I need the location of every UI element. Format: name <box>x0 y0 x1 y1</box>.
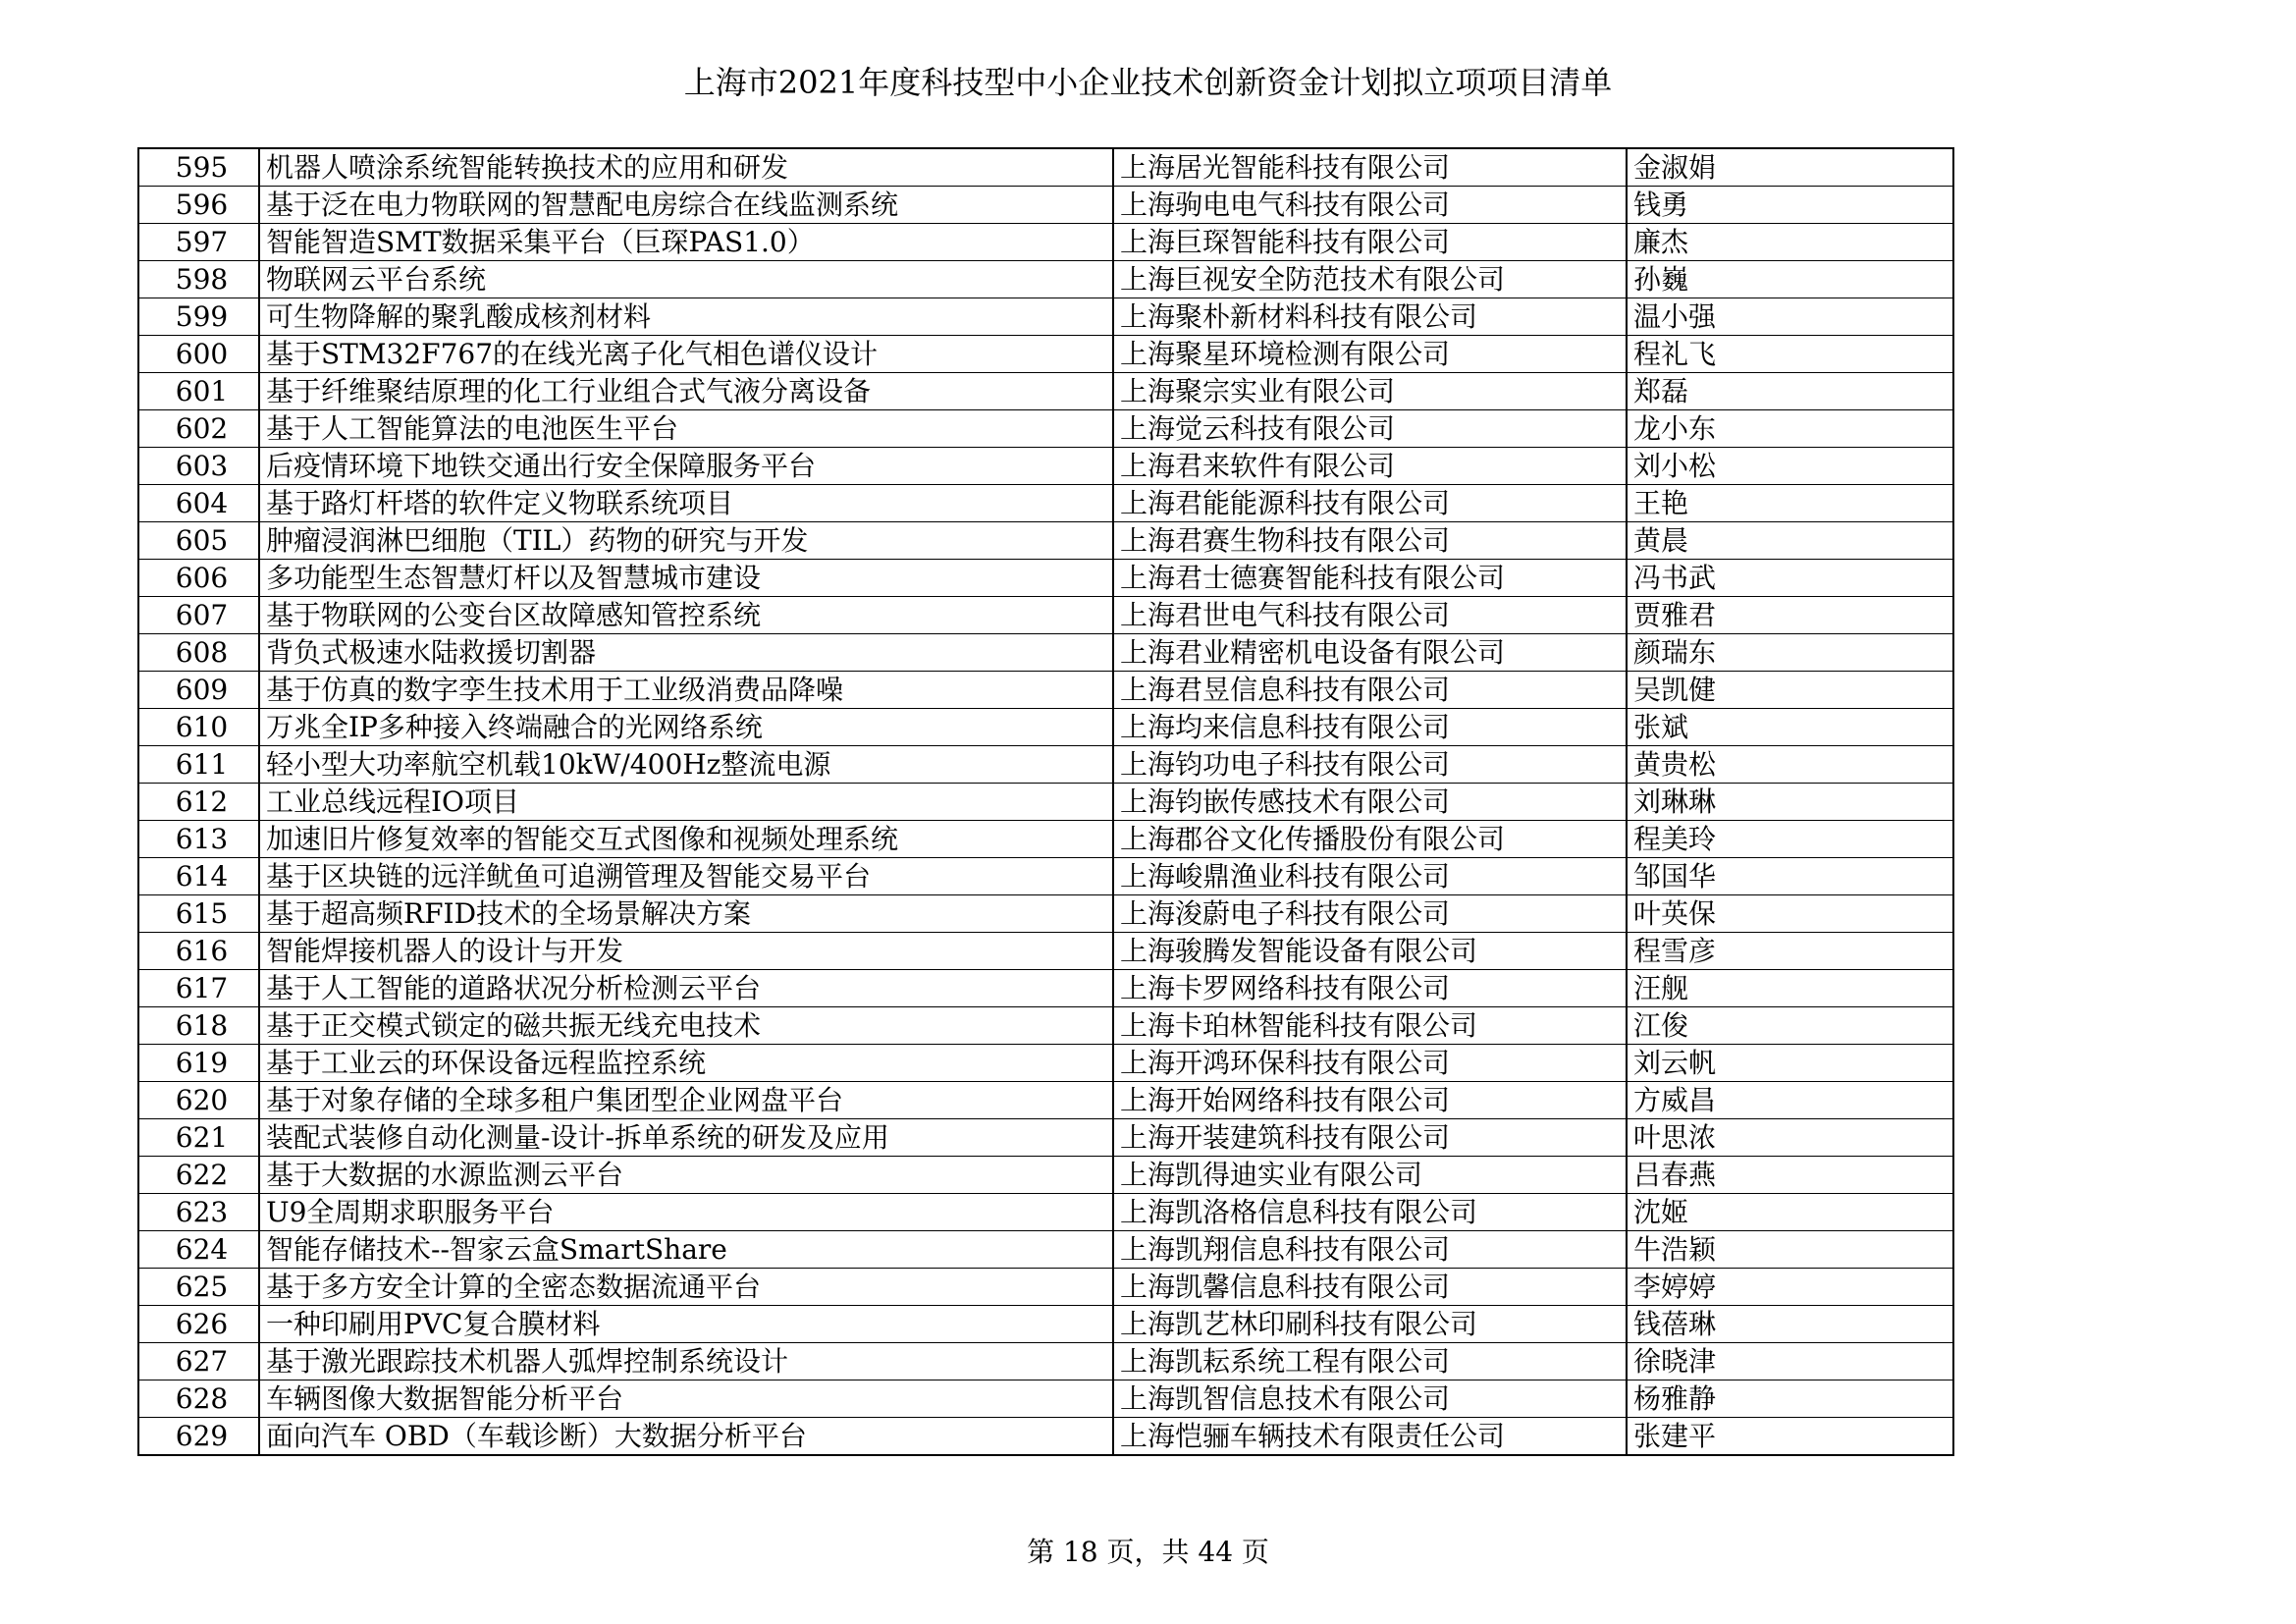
company-name-cell: 上海浚蔚电子科技有限公司 <box>1113 895 1627 933</box>
company-name-cell: 上海峻鼎渔业科技有限公司 <box>1113 858 1627 895</box>
table-row <box>138 634 1953 672</box>
row-number-cell: 629 <box>138 1418 259 1456</box>
row-number-cell: 599 <box>138 298 259 336</box>
project-name-cell: 智能焊接机器人的设计与开发 <box>259 933 1113 970</box>
table-row <box>138 933 1953 970</box>
project-leader-cell: 刘琳琳 <box>1627 784 1953 821</box>
row-number-cell: 609 <box>138 672 259 709</box>
company-name-cell: 上海巨视安全防范技术有限公司 <box>1113 261 1627 298</box>
table-row <box>138 1306 1953 1343</box>
row-number-cell: 602 <box>138 410 259 448</box>
row-number-cell: 611 <box>138 746 259 784</box>
table-row <box>138 336 1953 373</box>
project-leader-cell: 温小强 <box>1627 298 1953 336</box>
project-name-cell: 智能智造SMT数据采集平台（巨琛PAS1.0） <box>259 224 1113 261</box>
project-leader-cell: 吕春燕 <box>1627 1157 1953 1194</box>
table-row <box>138 858 1953 895</box>
company-name-cell: 上海均来信息科技有限公司 <box>1113 709 1627 746</box>
table-row <box>138 709 1953 746</box>
project-leader-cell: 程美玲 <box>1627 821 1953 858</box>
project-name-cell: 智能存储技术--智家云盒SmartShare <box>259 1231 1113 1269</box>
project-leader-cell: 黄晨 <box>1627 522 1953 560</box>
table-row <box>138 560 1953 597</box>
row-number-cell: 618 <box>138 1007 259 1045</box>
row-number-cell: 603 <box>138 448 259 485</box>
row-number-cell: 626 <box>138 1306 259 1343</box>
project-name-cell: 万兆全IP多种接入终端融合的光网络系统 <box>259 709 1113 746</box>
project-leader-cell: 贾雅君 <box>1627 597 1953 634</box>
project-leader-cell: 邹国华 <box>1627 858 1953 895</box>
table-body <box>138 148 1953 1455</box>
table-row <box>138 261 1953 298</box>
table-row <box>138 224 1953 261</box>
project-name-cell: 基于正交模式锁定的磁共振无线充电技术 <box>259 1007 1113 1045</box>
row-number-cell: 608 <box>138 634 259 672</box>
project-leader-cell: 叶思浓 <box>1627 1119 1953 1157</box>
table-row <box>138 1194 1953 1231</box>
company-name-cell: 上海聚宗实业有限公司 <box>1113 373 1627 410</box>
table-row <box>138 821 1953 858</box>
company-name-cell: 上海君来软件有限公司 <box>1113 448 1627 485</box>
row-number-cell: 607 <box>138 597 259 634</box>
company-name-cell: 上海凯翔信息科技有限公司 <box>1113 1231 1627 1269</box>
project-leader-cell: 黄贵松 <box>1627 746 1953 784</box>
table-row <box>138 1119 1953 1157</box>
project-name-cell: 轻小型大功率航空机载10kW/400Hz整流电源 <box>259 746 1113 784</box>
project-leader-cell: 龙小东 <box>1627 410 1953 448</box>
company-name-cell: 上海君世电气科技有限公司 <box>1113 597 1627 634</box>
project-leader-cell: 钱蓓琳 <box>1627 1306 1953 1343</box>
project-leader-cell: 牛浩颖 <box>1627 1231 1953 1269</box>
project-leader-cell: 孙巍 <box>1627 261 1953 298</box>
project-name-cell: 基于人工智能算法的电池医生平台 <box>259 410 1113 448</box>
company-name-cell: 上海开始网络科技有限公司 <box>1113 1082 1627 1119</box>
page-title: 上海市2021年度科技型中小企业技术创新资金计划拟立项项目清单 <box>683 64 1613 101</box>
row-number-cell: 605 <box>138 522 259 560</box>
project-name-cell: 基于大数据的水源监测云平台 <box>259 1157 1113 1194</box>
company-name-cell: 上海卡罗网络科技有限公司 <box>1113 970 1627 1007</box>
company-name-cell: 上海骏腾发智能设备有限公司 <box>1113 933 1627 970</box>
company-name-cell: 上海卡珀林智能科技有限公司 <box>1113 1007 1627 1045</box>
table-row <box>138 970 1953 1007</box>
row-number-cell: 621 <box>138 1119 259 1157</box>
company-name-cell: 上海居光智能科技有限公司 <box>1113 148 1627 187</box>
row-number-cell: 604 <box>138 485 259 522</box>
table-row <box>138 895 1953 933</box>
row-number-cell: 613 <box>138 821 259 858</box>
company-name-cell: 上海君赛生物科技有限公司 <box>1113 522 1627 560</box>
row-number-cell: 620 <box>138 1082 259 1119</box>
company-name-cell: 上海钧功电子科技有限公司 <box>1113 746 1627 784</box>
project-name-cell: 车辆图像大数据智能分析平台 <box>259 1380 1113 1418</box>
row-number-cell: 598 <box>138 261 259 298</box>
row-number-cell: 606 <box>138 560 259 597</box>
project-name-cell: 物联网云平台系统 <box>259 261 1113 298</box>
table-row <box>138 1380 1953 1418</box>
company-name-cell: 上海君士德赛智能科技有限公司 <box>1113 560 1627 597</box>
table-row <box>138 1343 1953 1380</box>
company-name-cell: 上海君业精密机电设备有限公司 <box>1113 634 1627 672</box>
project-name-cell: 背负式极速水陆救援切割器 <box>259 634 1113 672</box>
table-row <box>138 373 1953 410</box>
project-leader-cell: 刘小松 <box>1627 448 1953 485</box>
table-row <box>138 672 1953 709</box>
row-number-cell: 619 <box>138 1045 259 1082</box>
project-leader-cell: 金淑娟 <box>1627 148 1953 187</box>
project-name-cell: 基于泛在电力物联网的智慧配电房综合在线监测系统 <box>259 187 1113 224</box>
project-name-cell: 面向汽车 OBD（车载诊断）大数据分析平台 <box>259 1418 1113 1456</box>
project-name-cell: 基于仿真的数字孪生技术用于工业级消费品降噪 <box>259 672 1113 709</box>
table-row <box>138 148 1953 187</box>
row-number-cell: 600 <box>138 336 259 373</box>
project-leader-cell: 江俊 <box>1627 1007 1953 1045</box>
company-name-cell: 上海凯馨信息科技有限公司 <box>1113 1269 1627 1306</box>
table-row <box>138 187 1953 224</box>
table-row <box>138 746 1953 784</box>
project-name-cell: 基于区块链的远洋鱿鱼可追溯管理及智能交易平台 <box>259 858 1113 895</box>
row-number-cell: 614 <box>138 858 259 895</box>
project-name-cell: 工业总线远程IO项目 <box>259 784 1113 821</box>
table-row <box>138 522 1953 560</box>
table-row <box>138 448 1953 485</box>
project-name-cell: 基于激光跟踪技术机器人弧焊控制系统设计 <box>259 1343 1113 1380</box>
project-name-cell: 基于对象存储的全球多租户集团型企业网盘平台 <box>259 1082 1113 1119</box>
table-row <box>138 410 1953 448</box>
row-number-cell: 627 <box>138 1343 259 1380</box>
company-name-cell: 上海开装建筑科技有限公司 <box>1113 1119 1627 1157</box>
row-number-cell: 615 <box>138 895 259 933</box>
row-number-cell: 622 <box>138 1157 259 1194</box>
project-leader-cell: 程雪彦 <box>1627 933 1953 970</box>
company-name-cell: 上海觉云科技有限公司 <box>1113 410 1627 448</box>
project-leader-cell: 沈姬 <box>1627 1194 1953 1231</box>
company-name-cell: 上海驹电电气科技有限公司 <box>1113 187 1627 224</box>
project-name-cell: 基于纤维聚结原理的化工行业组合式气液分离设备 <box>259 373 1113 410</box>
project-leader-cell: 颜瑞东 <box>1627 634 1953 672</box>
company-name-cell: 上海聚星环境检测有限公司 <box>1113 336 1627 373</box>
table-row <box>138 1045 1953 1082</box>
table-row <box>138 1418 1953 1456</box>
company-name-cell: 上海凯得迪实业有限公司 <box>1113 1157 1627 1194</box>
row-number-cell: 623 <box>138 1194 259 1231</box>
table-row <box>138 1269 1953 1306</box>
project-name-cell: 基于超高频RFID技术的全场景解决方案 <box>259 895 1113 933</box>
company-name-cell: 上海凯耘系统工程有限公司 <box>1113 1343 1627 1380</box>
project-name-cell: 基于STM32F767的在线光离子化气相色谱仪设计 <box>259 336 1113 373</box>
project-leader-cell: 张斌 <box>1627 709 1953 746</box>
project-leader-cell: 刘云帆 <box>1627 1045 1953 1082</box>
row-number-cell: 610 <box>138 709 259 746</box>
project-leader-cell: 叶英保 <box>1627 895 1953 933</box>
project-leader-cell: 方威昌 <box>1627 1082 1953 1119</box>
row-number-cell: 628 <box>138 1380 259 1418</box>
project-table <box>137 147 1954 1456</box>
project-name-cell: 机器人喷涂系统智能转换技术的应用和研发 <box>259 148 1113 187</box>
project-name-cell: 一种印刷用PVC复合膜材料 <box>259 1306 1113 1343</box>
table-row <box>138 1007 1953 1045</box>
project-name-cell: 多功能型生态智慧灯杆以及智慧城市建设 <box>259 560 1113 597</box>
company-name-cell: 上海凯艺林印刷科技有限公司 <box>1113 1306 1627 1343</box>
company-name-cell: 上海聚朴新材料科技有限公司 <box>1113 298 1627 336</box>
row-number-cell: 617 <box>138 970 259 1007</box>
company-name-cell: 上海君昱信息科技有限公司 <box>1113 672 1627 709</box>
project-leader-cell: 钱勇 <box>1627 187 1953 224</box>
table-row <box>138 298 1953 336</box>
project-leader-cell: 王艳 <box>1627 485 1953 522</box>
project-name-cell: 后疫情环境下地铁交通出行安全保障服务平台 <box>259 448 1113 485</box>
row-number-cell: 624 <box>138 1231 259 1269</box>
company-name-cell: 上海君能能源科技有限公司 <box>1113 485 1627 522</box>
project-name-cell: 装配式装修自动化测量-设计-拆单系统的研发及应用 <box>259 1119 1113 1157</box>
project-name-cell: 基于物联网的公变台区故障感知管控系统 <box>259 597 1113 634</box>
project-leader-cell: 杨雅静 <box>1627 1380 1953 1418</box>
table-row <box>138 784 1953 821</box>
project-leader-cell: 徐晓津 <box>1627 1343 1953 1380</box>
company-name-cell: 上海郡谷文化传播股份有限公司 <box>1113 821 1627 858</box>
project-name-cell: 基于多方安全计算的全密态数据流通平台 <box>259 1269 1113 1306</box>
project-name-cell: 基于路灯杆塔的软件定义物联系统项目 <box>259 485 1113 522</box>
project-leader-cell: 郑磊 <box>1627 373 1953 410</box>
company-name-cell: 上海恺骊车辆技术有限责任公司 <box>1113 1418 1627 1456</box>
table-row <box>138 1082 1953 1119</box>
project-name-cell: 可生物降解的聚乳酸成核剂材料 <box>259 298 1113 336</box>
page-footer: 第 18 页，共 44 页 <box>1027 1536 1269 1568</box>
row-number-cell: 616 <box>138 933 259 970</box>
project-leader-cell: 汪舰 <box>1627 970 1953 1007</box>
project-name-cell: U9全周期求职服务平台 <box>259 1194 1113 1231</box>
company-name-cell: 上海钧嵌传感技术有限公司 <box>1113 784 1627 821</box>
project-leader-cell: 廉杰 <box>1627 224 1953 261</box>
row-number-cell: 625 <box>138 1269 259 1306</box>
project-leader-cell: 张建平 <box>1627 1418 1953 1456</box>
row-number-cell: 612 <box>138 784 259 821</box>
company-name-cell: 上海凯洛格信息科技有限公司 <box>1113 1194 1627 1231</box>
table-row <box>138 1231 1953 1269</box>
table-row <box>138 597 1953 634</box>
row-number-cell: 597 <box>138 224 259 261</box>
project-name-cell: 基于人工智能的道路状况分析检测云平台 <box>259 970 1113 1007</box>
company-name-cell: 上海巨琛智能科技有限公司 <box>1113 224 1627 261</box>
project-name-cell: 基于工业云的环保设备远程监控系统 <box>259 1045 1113 1082</box>
row-number-cell: 595 <box>138 148 259 187</box>
company-name-cell: 上海开鸿环保科技有限公司 <box>1113 1045 1627 1082</box>
company-name-cell: 上海凯智信息技术有限公司 <box>1113 1380 1627 1418</box>
project-name-cell: 肿瘤浸润淋巴细胞（TIL）药物的研究与开发 <box>259 522 1113 560</box>
table-row <box>138 1157 1953 1194</box>
row-number-cell: 601 <box>138 373 259 410</box>
project-leader-cell: 程礼飞 <box>1627 336 1953 373</box>
project-leader-cell: 冯书武 <box>1627 560 1953 597</box>
project-leader-cell: 李婷婷 <box>1627 1269 1953 1306</box>
project-leader-cell: 吴凯健 <box>1627 672 1953 709</box>
table-row <box>138 485 1953 522</box>
project-name-cell: 加速旧片修复效率的智能交互式图像和视频处理系统 <box>259 821 1113 858</box>
row-number-cell: 596 <box>138 187 259 224</box>
